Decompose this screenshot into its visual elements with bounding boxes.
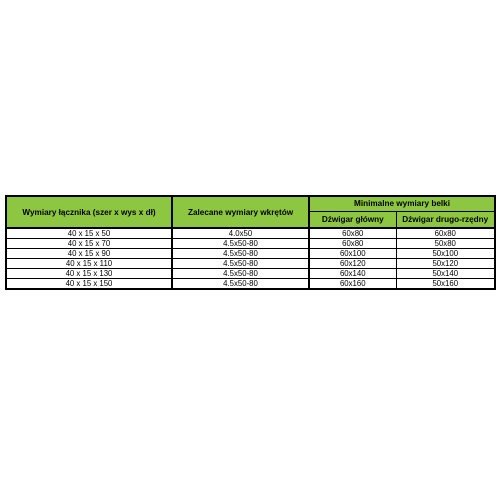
cell-main-beam: 60x100 (309, 249, 396, 259)
header-connector-dimensions: Wymiary łącznika (szer x wys x dł) (6, 196, 172, 228)
header-recommended-screws: Zalecane wymiary wkrętów (172, 196, 309, 228)
cell-secondary-beam: 50x80 (396, 239, 495, 249)
header-minimum-beam-dimensions: Minimalne wymiary belki (309, 196, 495, 211)
cell-screws: 4.5x50-80 (172, 279, 309, 290)
dimensions-table-container (5, 195, 494, 290)
header-main-beam: Dźwigar główny (309, 211, 396, 228)
cell-dimensions: 40 x 15 x 150 (6, 279, 172, 290)
table-row (6, 249, 495, 259)
dimensions-table (5, 195, 496, 290)
table-row (6, 259, 495, 269)
table-row (6, 279, 495, 290)
cell-dimensions: 40 x 15 x 130 (6, 269, 172, 279)
cell-secondary-beam: 50x120 (396, 259, 495, 269)
cell-main-beam: 60x120 (309, 259, 396, 269)
cell-main-beam: 60x160 (309, 279, 396, 290)
cell-screws: 4.5x50-80 (172, 269, 309, 279)
table-row (6, 269, 495, 279)
table-row (6, 239, 495, 249)
header-secondary-beam: Dźwigar drugo-rzędny (396, 211, 495, 228)
cell-secondary-beam: 50x160 (396, 279, 495, 290)
table-header-row (6, 196, 495, 211)
cell-screws: 4.5x50-80 (172, 239, 309, 249)
cell-secondary-beam: 60x80 (396, 228, 495, 239)
cell-screws: 4.5x50-80 (172, 259, 309, 269)
cell-secondary-beam: 50x140 (396, 269, 495, 279)
cell-secondary-beam: 50x100 (396, 249, 495, 259)
cell-dimensions: 40 x 15 x 110 (6, 259, 172, 269)
cell-main-beam: 60x80 (309, 228, 396, 239)
cell-dimensions: 40 x 15 x 50 (6, 228, 172, 239)
cell-screws: 4.5x50-80 (172, 249, 309, 259)
table-row (6, 228, 495, 239)
cell-main-beam: 60x140 (309, 269, 396, 279)
cell-dimensions: 40 x 15 x 90 (6, 249, 172, 259)
cell-main-beam: 60x80 (309, 239, 396, 249)
cell-dimensions: 40 x 15 x 70 (6, 239, 172, 249)
cell-screws: 4.0x50 (172, 228, 309, 239)
